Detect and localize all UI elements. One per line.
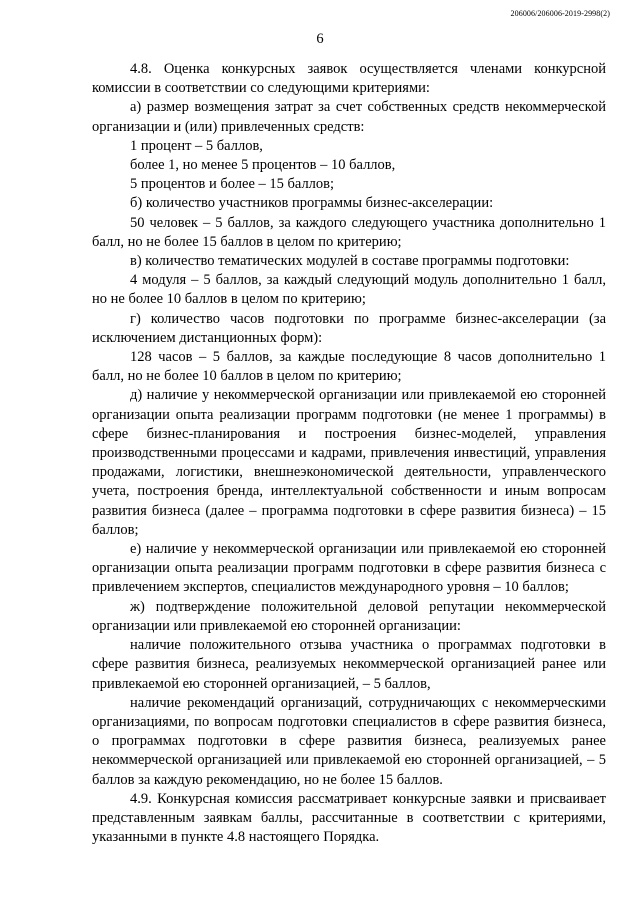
criterion-g-score: 128 часов – 5 баллов, за каждые последующие 8 часов дополнительно 1 балл, но не более 10 баллов в целом по критерию; bbox=[92, 349, 606, 385]
paragraph-4-8: 4.8. Оценка конкурсных заявок осуществляется членами конкурсной комиссии в соответствии со следующими критериями: bbox=[92, 61, 606, 97]
criterion-e: е) наличие у некоммерческой организации или привлекаемой ею сторонней организации опыта реализации программ подготовки в сфере развития бизнеса с привлечением экспертов, специалистов международного уровня – 10 баллов; bbox=[92, 541, 606, 596]
criterion-v-score: 4 модуля – 5 баллов, за каждый следующий модуль дополнительно 1 балл, но не более 10 баллов в целом по критерию; bbox=[92, 272, 606, 308]
criterion-a: а) размер возмещения затрат за счет собственных средств некоммерческой организации и (или) привлеченных средств: bbox=[92, 99, 606, 135]
criterion-zh: ж) подтверждение положительной деловой репутации некоммерческой организации или привлекаемой ею сторонней организации: bbox=[92, 598, 606, 634]
page-number: 6 bbox=[316, 31, 324, 47]
criterion-zh-recommendations: наличие рекомендаций организаций, сотрудничающих с некоммерческими организациями, по вопросам подготовки специалистов в сфере развития бизнеса, о программах подготовки в сфере развития бизнеса, реализуемых ранее некоммерческой организацией или привлекаемой ею сторонней организацией, – 5 баллов за каждую рекомендацию, но не более 15 баллов. bbox=[92, 694, 606, 788]
criterion-v: в) количество тематических модулей в составе программы подготовки: bbox=[130, 253, 570, 270]
criterion-d: д) наличие у некоммерческой организации или привлекаемой ею сторонней организации опыта реализации программ подготовки (не менее 1 программы) в сфере бизнес-планирования и построения бизнес-моделей, управления производственными процессами и кадрами, привлечения инвестиций, управления продажами, логистики, внешнеэкономической деятельности, управленческого учета, построения бренда, интеллектуальной собственности и иным вопросам развития бизнеса (далее – программа подготовки в сфере развития бизнеса) – 15 баллов; bbox=[92, 387, 606, 538]
criterion-b: б) количество участников программы бизнес-акселерации: bbox=[130, 195, 494, 212]
document-id: 206006/206006-2019-2998(2) bbox=[510, 9, 610, 18]
criterion-a-score-1: 1 процент – 5 баллов, bbox=[130, 137, 263, 154]
document-body bbox=[92, 60, 606, 847]
criterion-a-score-2: более 1, но менее 5 процентов – 10 баллов, bbox=[130, 157, 396, 174]
criterion-g: г) количество часов подготовки по программе бизнес-акселерации (за исключением дистанционных форм): bbox=[92, 310, 606, 346]
criterion-zh-review: наличие положительного отзыва участника о программах подготовки в сфере развития бизнеса, реализуемых некоммерческой организацией ранее или привлекаемой ею сторонней организацией, – 5 баллов, bbox=[92, 637, 606, 692]
criterion-b-score: 50 человек – 5 баллов, за каждого следующего участника дополнительно 1 балл, но не более 15 баллов в целом по критерию; bbox=[92, 214, 606, 250]
paragraph-4-9: 4.9. Конкурсная комиссия рассматривает конкурсные заявки и присваивает представленным заявкам баллы, рассчитанные в соответствии с критериями, указанными в пункте 4.8 настоящего Порядка. bbox=[92, 790, 606, 846]
criterion-a-score-3: 5 процентов и более – 15 баллов; bbox=[130, 176, 335, 193]
